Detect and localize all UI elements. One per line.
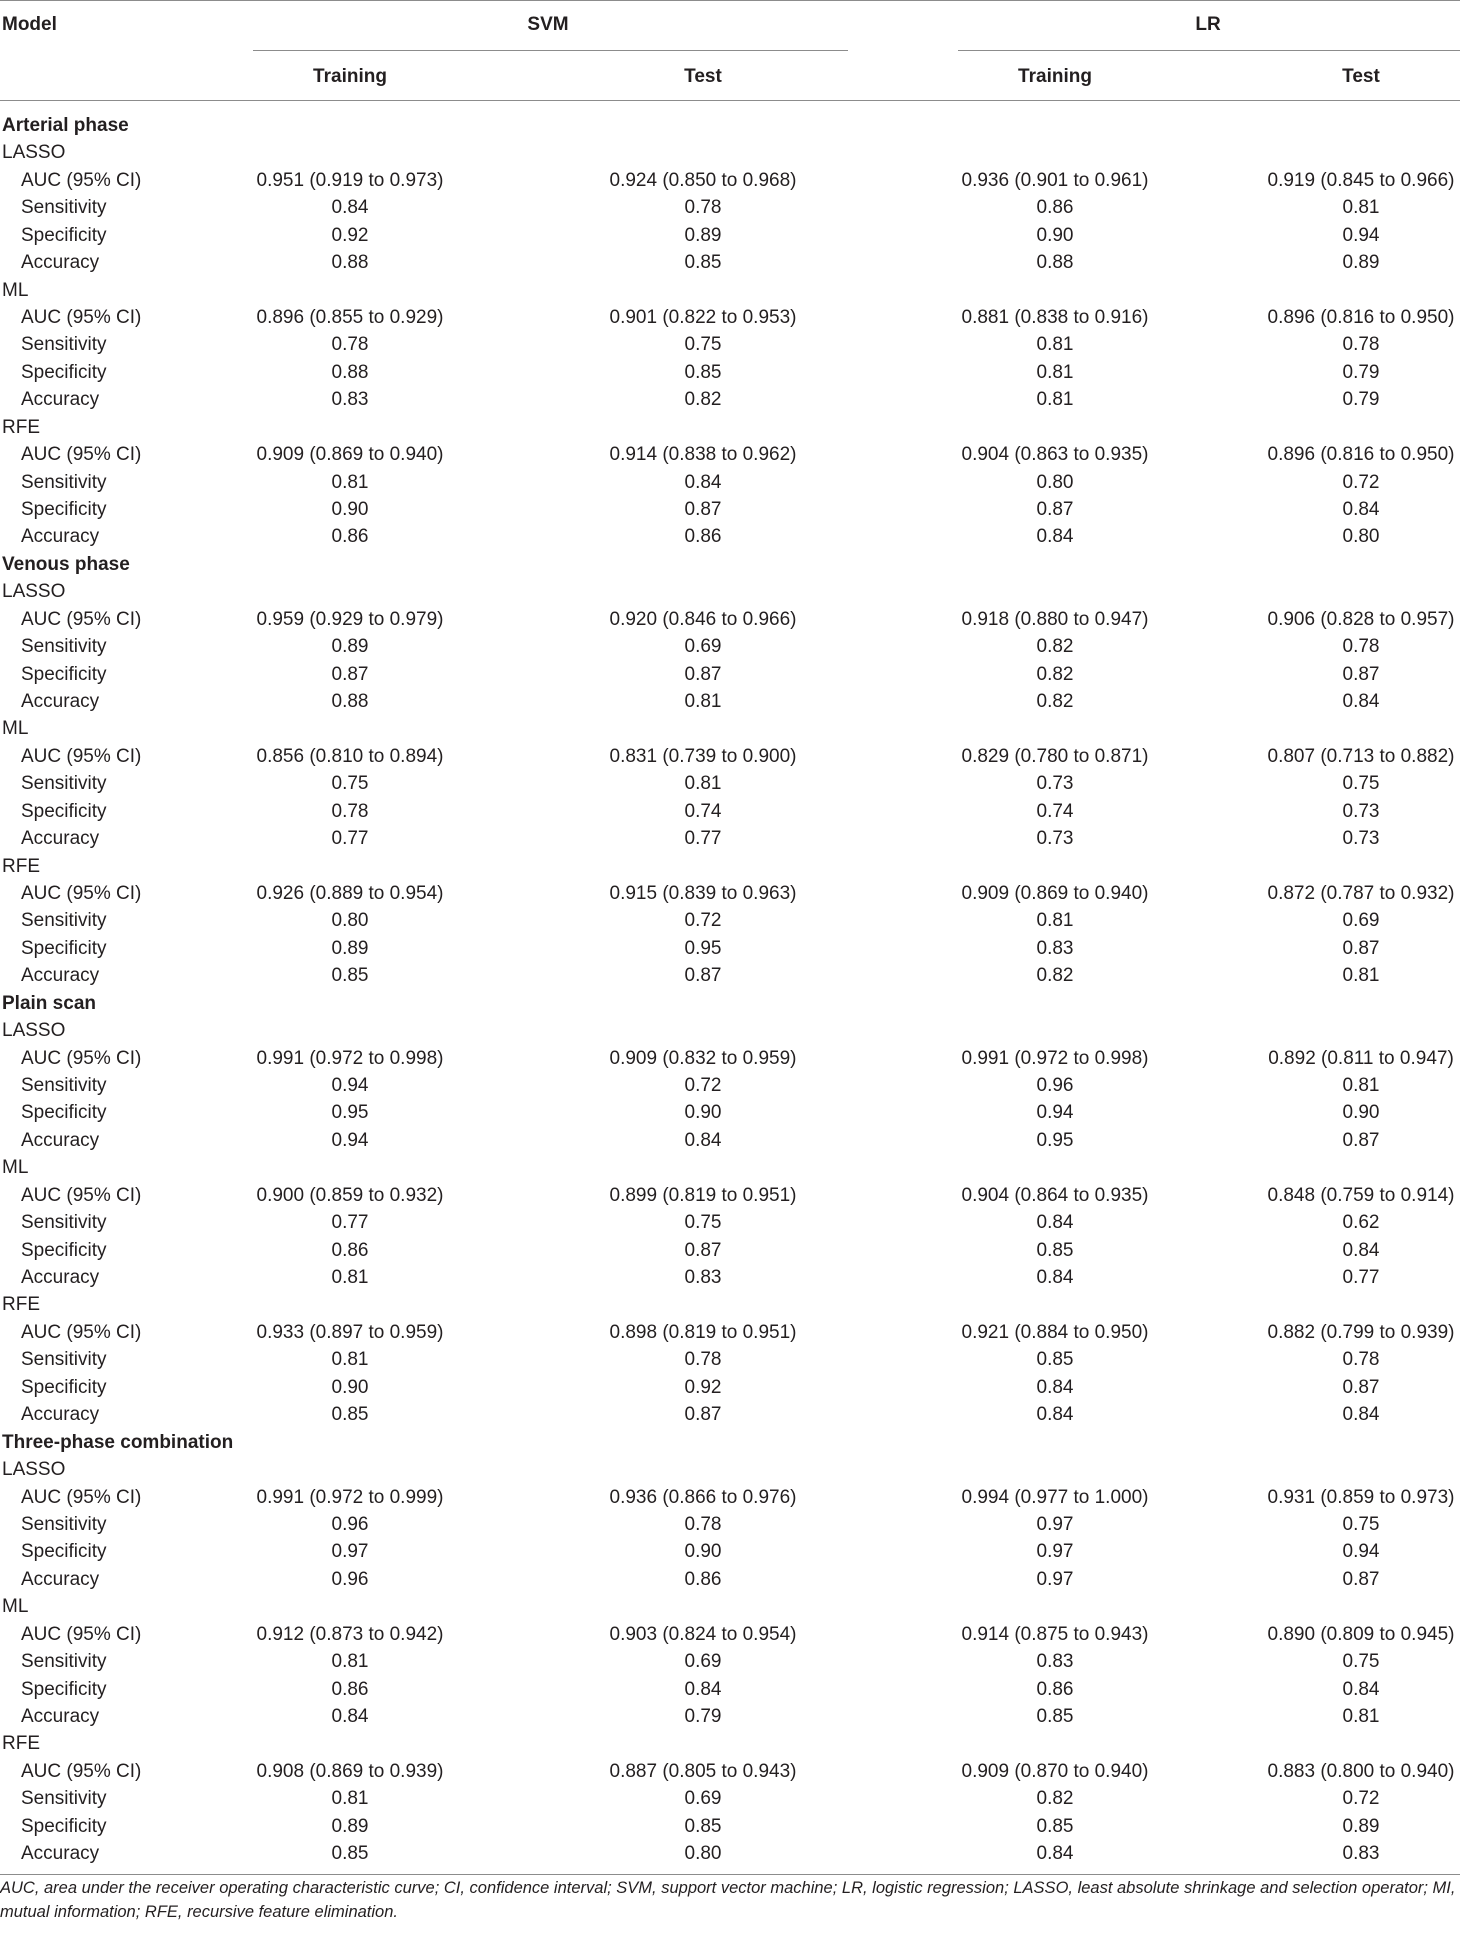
- cell-lr-test: 0.81: [1342, 1075, 1380, 1096]
- cell-svm-test: 0.83: [684, 1267, 722, 1288]
- cell-svm-training: 0.86: [331, 1240, 369, 1261]
- cell-lr-test: 0.73: [1342, 828, 1380, 849]
- cell-svm-test: 0.69: [684, 636, 722, 657]
- metric-label: Accuracy: [21, 828, 100, 849]
- cell-svm-test: 0.936 (0.866 to 0.976): [609, 1487, 797, 1508]
- cell-svm-test: 0.914 (0.838 to 0.962): [609, 444, 797, 465]
- cell-lr-test: 0.78: [1342, 1349, 1380, 1370]
- metric-label: Accuracy: [21, 1130, 100, 1151]
- cell-lr-test: 0.72: [1342, 472, 1380, 493]
- cell-svm-training: 0.85: [331, 965, 369, 986]
- metric-label: Sensitivity: [21, 197, 107, 218]
- header-svm-training: Training: [313, 66, 387, 87]
- metric-label: Specificity: [21, 1240, 107, 1261]
- header-lr-training: Training: [1018, 66, 1092, 87]
- cell-svm-training: 0.81: [331, 1788, 369, 1809]
- cell-lr-training: 0.88: [1036, 252, 1074, 273]
- cell-svm-training: 0.991 (0.972 to 0.998): [256, 1048, 444, 1069]
- cell-svm-training: 0.96: [331, 1514, 369, 1535]
- cell-lr-test: 0.882 (0.799 to 0.939): [1267, 1322, 1455, 1343]
- cell-lr-training: 0.909 (0.870 to 0.940): [961, 1761, 1149, 1782]
- cell-lr-test: 0.848 (0.759 to 0.914): [1267, 1185, 1455, 1206]
- cell-svm-training: 0.88: [331, 691, 369, 712]
- metric-label: AUC (95% CI): [21, 170, 142, 191]
- section-title: Plain scan: [2, 993, 96, 1014]
- cell-svm-training: 0.81: [331, 1349, 369, 1370]
- cell-svm-test: 0.82: [684, 389, 722, 410]
- table-bottom-rule: [0, 1874, 1460, 1875]
- cell-lr-training: 0.81: [1036, 362, 1074, 383]
- metric-label: Sensitivity: [21, 334, 107, 355]
- cell-svm-test: 0.84: [684, 1130, 722, 1151]
- cell-svm-test: 0.85: [684, 362, 722, 383]
- cell-lr-training: 0.97: [1036, 1514, 1074, 1535]
- metric-label: Accuracy: [21, 1404, 100, 1425]
- metric-label: AUC (95% CI): [21, 307, 142, 328]
- cell-svm-test: 0.87: [684, 1240, 722, 1261]
- cell-svm-training: 0.90: [331, 1377, 369, 1398]
- cell-svm-test: 0.87: [684, 499, 722, 520]
- cell-svm-test: 0.69: [684, 1651, 722, 1672]
- cell-svm-training: 0.908 (0.869 to 0.939): [256, 1761, 444, 1782]
- cell-lr-test: 0.892 (0.811 to 0.947): [1268, 1048, 1454, 1069]
- metric-label: Sensitivity: [21, 1212, 107, 1233]
- cell-svm-test: 0.81: [684, 691, 722, 712]
- cell-svm-training: 0.94: [331, 1075, 369, 1096]
- metric-label: Accuracy: [21, 526, 100, 547]
- cell-lr-test: 0.931 (0.859 to 0.973): [1267, 1487, 1455, 1508]
- metric-label: Accuracy: [21, 1267, 100, 1288]
- cell-svm-test: 0.887 (0.805 to 0.943): [609, 1761, 797, 1782]
- cell-svm-training: 0.991 (0.972 to 0.999): [256, 1487, 444, 1508]
- cell-svm-test: 0.77: [684, 828, 722, 849]
- cell-lr-test: 0.84: [1342, 499, 1380, 520]
- group-label: RFE: [2, 417, 40, 438]
- cell-svm-test: 0.78: [684, 1514, 722, 1535]
- cell-lr-training: 0.81: [1036, 910, 1074, 931]
- cell-svm-training: 0.90: [331, 499, 369, 520]
- cell-svm-test: 0.920 (0.846 to 0.966): [609, 609, 797, 630]
- cell-svm-test: 0.831 (0.739 to 0.900): [609, 746, 797, 767]
- metric-label: AUC (95% CI): [21, 1761, 142, 1782]
- cell-lr-test: 0.79: [1342, 362, 1380, 383]
- cell-lr-training: 0.80: [1036, 472, 1074, 493]
- cell-lr-training: 0.94: [1036, 1102, 1074, 1123]
- cell-svm-test: 0.915 (0.839 to 0.963): [609, 883, 797, 904]
- cell-lr-test: 0.87: [1342, 1377, 1380, 1398]
- cell-lr-test: 0.84: [1342, 1679, 1380, 1700]
- cell-svm-training: 0.77: [331, 828, 369, 849]
- cell-lr-test: 0.90: [1342, 1102, 1380, 1123]
- cell-svm-test: 0.901 (0.822 to 0.953): [609, 307, 797, 328]
- cell-svm-training: 0.84: [331, 197, 369, 218]
- cell-svm-training: 0.909 (0.869 to 0.940): [256, 444, 444, 465]
- metric-label: Accuracy: [21, 1569, 100, 1590]
- metric-label: AUC (95% CI): [21, 1624, 142, 1645]
- cell-lr-training: 0.84: [1036, 1267, 1074, 1288]
- metric-label: AUC (95% CI): [21, 883, 142, 904]
- cell-lr-training: 0.86: [1036, 1679, 1074, 1700]
- table-footnote: AUC, area under the receiver operating characteristic curve; CI, confidence interval; SVM, support vector machine; LR, logistic regression; LASSO, least absolute shrinkage and selection operator; MI, mutual information; RFE, recursive feature elimination.: [0, 1879, 1456, 1921]
- cell-svm-test: 0.72: [684, 910, 722, 931]
- cell-svm-training: 0.81: [331, 1267, 369, 1288]
- cell-lr-training: 0.881 (0.838 to 0.916): [961, 307, 1149, 328]
- cell-lr-test: 0.75: [1342, 773, 1380, 794]
- cell-svm-test: 0.85: [684, 1816, 722, 1837]
- cell-lr-test: 0.81: [1342, 197, 1380, 218]
- cell-lr-training: 0.909 (0.869 to 0.940): [961, 883, 1149, 904]
- cell-svm-training: 0.959 (0.929 to 0.979): [256, 609, 444, 630]
- group-label: ML: [2, 280, 29, 301]
- metric-label: AUC (95% CI): [21, 1322, 142, 1343]
- metric-label: AUC (95% CI): [21, 1185, 142, 1206]
- cell-lr-training: 0.82: [1036, 965, 1074, 986]
- metric-label: Sensitivity: [21, 1514, 107, 1535]
- table-top-rule: [0, 0, 1460, 1]
- cell-svm-training: 0.926 (0.889 to 0.954): [256, 883, 444, 904]
- cell-lr-training: 0.90: [1036, 225, 1074, 246]
- cell-lr-test: 0.87: [1342, 938, 1380, 959]
- cell-lr-training: 0.85: [1036, 1240, 1074, 1261]
- cell-lr-test: 0.69: [1342, 910, 1380, 931]
- cell-lr-test: 0.62: [1342, 1212, 1380, 1233]
- cell-svm-training: 0.78: [331, 801, 369, 822]
- cell-lr-training: 0.81: [1036, 389, 1074, 410]
- cell-svm-training: 0.89: [331, 938, 369, 959]
- cell-svm-test: 0.75: [684, 1212, 722, 1233]
- group-label: LASSO: [2, 1020, 66, 1041]
- metric-label: AUC (95% CI): [21, 444, 142, 465]
- cell-svm-training: 0.88: [331, 362, 369, 383]
- cell-lr-test: 0.94: [1342, 225, 1380, 246]
- metric-label: Specificity: [21, 225, 107, 246]
- cell-svm-test: 0.78: [684, 197, 722, 218]
- metric-label: AUC (95% CI): [21, 1048, 142, 1069]
- cell-svm-test: 0.92: [684, 1377, 722, 1398]
- metric-label: Sensitivity: [21, 773, 107, 794]
- cell-svm-training: 0.83: [331, 389, 369, 410]
- group-label: LASSO: [2, 142, 66, 163]
- cell-lr-test: 0.89: [1342, 252, 1380, 273]
- cell-svm-test: 0.86: [684, 1569, 722, 1590]
- cell-svm-training: 0.912 (0.873 to 0.942): [256, 1624, 444, 1645]
- cell-lr-test: 0.83: [1342, 1843, 1380, 1864]
- cell-svm-test: 0.90: [684, 1541, 722, 1562]
- metric-label: Specificity: [21, 801, 107, 822]
- cell-svm-test: 0.87: [684, 664, 722, 685]
- cell-lr-training: 0.86: [1036, 197, 1074, 218]
- cell-lr-training: 0.84: [1036, 526, 1074, 547]
- cell-svm-test: 0.84: [684, 1679, 722, 1700]
- cell-svm-test: 0.86: [684, 526, 722, 547]
- cell-lr-training: 0.73: [1036, 773, 1074, 794]
- metric-label: Sensitivity: [21, 1075, 107, 1096]
- section-title: Three-phase combination: [2, 1432, 234, 1453]
- svm-group-rule: [253, 50, 848, 51]
- cell-lr-test: 0.77: [1342, 1267, 1380, 1288]
- cell-lr-training: 0.82: [1036, 664, 1074, 685]
- cell-lr-training: 0.914 (0.875 to 0.943): [961, 1624, 1149, 1645]
- cell-lr-training: 0.97: [1036, 1541, 1074, 1562]
- cell-lr-test: 0.896 (0.816 to 0.950): [1267, 307, 1455, 328]
- metric-label: Accuracy: [21, 389, 100, 410]
- cell-svm-training: 0.81: [331, 1651, 369, 1672]
- lr-group-rule: [958, 50, 1460, 51]
- cell-lr-training: 0.85: [1036, 1816, 1074, 1837]
- cell-lr-training: 0.84: [1036, 1212, 1074, 1233]
- cell-lr-training: 0.83: [1036, 1651, 1074, 1672]
- cell-svm-test: 0.80: [684, 1843, 722, 1864]
- cell-lr-test: 0.87: [1342, 664, 1380, 685]
- cell-lr-training: 0.84: [1036, 1843, 1074, 1864]
- cell-svm-test: 0.899 (0.819 to 0.951): [609, 1185, 797, 1206]
- metric-label: AUC (95% CI): [21, 746, 142, 767]
- cell-svm-training: 0.86: [331, 526, 369, 547]
- cell-lr-training: 0.84: [1036, 1404, 1074, 1425]
- metric-label: Accuracy: [21, 252, 100, 273]
- header-lr-test: Test: [1342, 66, 1380, 87]
- group-label: RFE: [2, 856, 40, 877]
- header-bottom-rule: [0, 100, 1460, 101]
- group-label: RFE: [2, 1294, 40, 1315]
- cell-lr-training: 0.73: [1036, 828, 1074, 849]
- cell-lr-test: 0.78: [1342, 334, 1380, 355]
- cell-lr-test: 0.80: [1342, 526, 1380, 547]
- cell-svm-test: 0.78: [684, 1349, 722, 1370]
- header-svm: SVM: [527, 14, 569, 35]
- cell-svm-training: 0.900 (0.859 to 0.932): [256, 1185, 444, 1206]
- cell-lr-training: 0.84: [1036, 1377, 1074, 1398]
- cell-svm-test: 0.81: [684, 773, 722, 794]
- cell-svm-training: 0.97: [331, 1541, 369, 1562]
- cell-lr-training: 0.85: [1036, 1349, 1074, 1370]
- metric-label: Specificity: [21, 1541, 107, 1562]
- cell-lr-training: 0.921 (0.884 to 0.950): [961, 1322, 1149, 1343]
- cell-lr-test: 0.75: [1342, 1651, 1380, 1672]
- cell-lr-training: 0.829 (0.780 to 0.871): [961, 746, 1149, 767]
- header-model: Model: [2, 14, 57, 35]
- cell-lr-training: 0.82: [1036, 636, 1074, 657]
- cell-svm-training: 0.75: [331, 773, 369, 794]
- cell-svm-training: 0.87: [331, 664, 369, 685]
- cell-svm-training: 0.96: [331, 1569, 369, 1590]
- cell-svm-training: 0.80: [331, 910, 369, 931]
- cell-svm-test: 0.898 (0.819 to 0.951): [609, 1322, 797, 1343]
- cell-svm-test: 0.90: [684, 1102, 722, 1123]
- group-label: LASSO: [2, 581, 66, 602]
- cell-svm-test: 0.72: [684, 1075, 722, 1096]
- metric-label: Accuracy: [21, 965, 100, 986]
- cell-svm-test: 0.89: [684, 225, 722, 246]
- cell-svm-training: 0.84: [331, 1706, 369, 1727]
- metric-label: AUC (95% CI): [21, 1487, 142, 1508]
- cell-svm-test: 0.87: [684, 965, 722, 986]
- metric-label: Specificity: [21, 1102, 107, 1123]
- cell-svm-training: 0.89: [331, 1816, 369, 1837]
- cell-lr-test: 0.79: [1342, 389, 1380, 410]
- cell-lr-test: 0.890 (0.809 to 0.945): [1267, 1624, 1455, 1645]
- cell-svm-training: 0.81: [331, 472, 369, 493]
- cell-lr-training: 0.87: [1036, 499, 1074, 520]
- cell-svm-test: 0.84: [684, 472, 722, 493]
- cell-lr-test: 0.919 (0.845 to 0.966): [1267, 170, 1455, 191]
- cell-lr-test: 0.84: [1342, 1240, 1380, 1261]
- group-label: RFE: [2, 1733, 40, 1754]
- cell-lr-training: 0.74: [1036, 801, 1074, 822]
- cell-lr-training: 0.95: [1036, 1130, 1074, 1151]
- metric-label: Specificity: [21, 362, 107, 383]
- group-label: LASSO: [2, 1459, 66, 1480]
- cell-svm-training: 0.92: [331, 225, 369, 246]
- cell-lr-training: 0.81: [1036, 334, 1074, 355]
- cell-lr-test: 0.73: [1342, 801, 1380, 822]
- group-label: ML: [2, 1596, 29, 1617]
- cell-lr-training: 0.83: [1036, 938, 1074, 959]
- cell-lr-test: 0.87: [1342, 1569, 1380, 1590]
- cell-lr-test: 0.906 (0.828 to 0.957): [1267, 609, 1455, 630]
- cell-lr-test: 0.78: [1342, 636, 1380, 657]
- cell-lr-test: 0.72: [1342, 1788, 1380, 1809]
- cell-lr-test: 0.84: [1342, 691, 1380, 712]
- cell-lr-test: 0.807 (0.713 to 0.882): [1267, 746, 1455, 767]
- cell-svm-training: 0.77: [331, 1212, 369, 1233]
- cell-svm-test: 0.87: [684, 1404, 722, 1425]
- cell-svm-test: 0.79: [684, 1706, 722, 1727]
- cell-lr-training: 0.918 (0.880 to 0.947): [961, 609, 1149, 630]
- cell-lr-training: 0.904 (0.864 to 0.935): [961, 1185, 1149, 1206]
- cell-svm-training: 0.951 (0.919 to 0.973): [256, 170, 444, 191]
- cell-svm-training: 0.85: [331, 1843, 369, 1864]
- cell-svm-training: 0.896 (0.855 to 0.929): [256, 307, 444, 328]
- cell-svm-test: 0.85: [684, 252, 722, 273]
- cell-svm-test: 0.903 (0.824 to 0.954): [609, 1624, 797, 1645]
- cell-svm-training: 0.85: [331, 1404, 369, 1425]
- cell-lr-training: 0.82: [1036, 1788, 1074, 1809]
- metric-label: Specificity: [21, 1679, 107, 1700]
- cell-svm-training: 0.88: [331, 252, 369, 273]
- metric-label: Specificity: [21, 1816, 107, 1837]
- cell-lr-test: 0.89: [1342, 1816, 1380, 1837]
- cell-svm-test: 0.95: [684, 938, 722, 959]
- metric-label: Accuracy: [21, 1706, 100, 1727]
- metric-label: Accuracy: [21, 1843, 100, 1864]
- metric-label: AUC (95% CI): [21, 609, 142, 630]
- cell-lr-test: 0.94: [1342, 1541, 1380, 1562]
- cell-lr-training: 0.97: [1036, 1569, 1074, 1590]
- cell-svm-training: 0.94: [331, 1130, 369, 1151]
- group-label: ML: [2, 1157, 29, 1178]
- metric-label: Accuracy: [21, 691, 100, 712]
- metric-label: Sensitivity: [21, 1788, 107, 1809]
- cell-lr-training: 0.991 (0.972 to 0.998): [961, 1048, 1149, 1069]
- group-label: ML: [2, 718, 29, 739]
- metric-label: Specificity: [21, 499, 107, 520]
- cell-lr-test: 0.87: [1342, 1130, 1380, 1151]
- cell-lr-test: 0.896 (0.816 to 0.950): [1267, 444, 1455, 465]
- header-svm-test: Test: [684, 66, 722, 87]
- cell-svm-training: 0.856 (0.810 to 0.894): [256, 746, 444, 767]
- header-lr: LR: [1195, 14, 1221, 35]
- cell-svm-training: 0.78: [331, 334, 369, 355]
- metric-label: Sensitivity: [21, 1349, 107, 1370]
- cell-svm-test: 0.75: [684, 334, 722, 355]
- cell-lr-training: 0.85: [1036, 1706, 1074, 1727]
- cell-svm-test: 0.924 (0.850 to 0.968): [609, 170, 797, 191]
- cell-lr-training: 0.994 (0.977 to 1.000): [961, 1487, 1149, 1508]
- cell-lr-test: 0.81: [1342, 1706, 1380, 1727]
- cell-lr-test: 0.75: [1342, 1514, 1380, 1535]
- metric-label: Sensitivity: [21, 910, 107, 931]
- cell-svm-test: 0.909 (0.832 to 0.959): [609, 1048, 797, 1069]
- cell-svm-training: 0.95: [331, 1102, 369, 1123]
- cell-svm-training: 0.89: [331, 636, 369, 657]
- cell-svm-test: 0.74: [684, 801, 722, 822]
- cell-lr-training: 0.936 (0.901 to 0.961): [961, 170, 1149, 191]
- cell-svm-test: 0.69: [684, 1788, 722, 1809]
- section-title: Venous phase: [2, 554, 130, 575]
- cell-svm-training: 0.86: [331, 1679, 369, 1700]
- metric-label: Specificity: [21, 1377, 107, 1398]
- cell-lr-test: 0.81: [1342, 965, 1380, 986]
- cell-lr-training: 0.96: [1036, 1075, 1074, 1096]
- metric-label: Sensitivity: [21, 472, 107, 493]
- section-title: Arterial phase: [2, 115, 129, 136]
- cell-svm-training: 0.933 (0.897 to 0.959): [256, 1322, 444, 1343]
- cell-lr-test: 0.84: [1342, 1404, 1380, 1425]
- cell-lr-training: 0.82: [1036, 691, 1074, 712]
- cell-lr-training: 0.904 (0.863 to 0.935): [961, 444, 1149, 465]
- metric-label: Sensitivity: [21, 1651, 107, 1672]
- cell-lr-test: 0.883 (0.800 to 0.940): [1267, 1761, 1455, 1782]
- metric-label: Specificity: [21, 664, 107, 685]
- cell-lr-test: 0.872 (0.787 to 0.932): [1267, 883, 1455, 904]
- metric-label: Specificity: [21, 938, 107, 959]
- metric-label: Sensitivity: [21, 636, 107, 657]
